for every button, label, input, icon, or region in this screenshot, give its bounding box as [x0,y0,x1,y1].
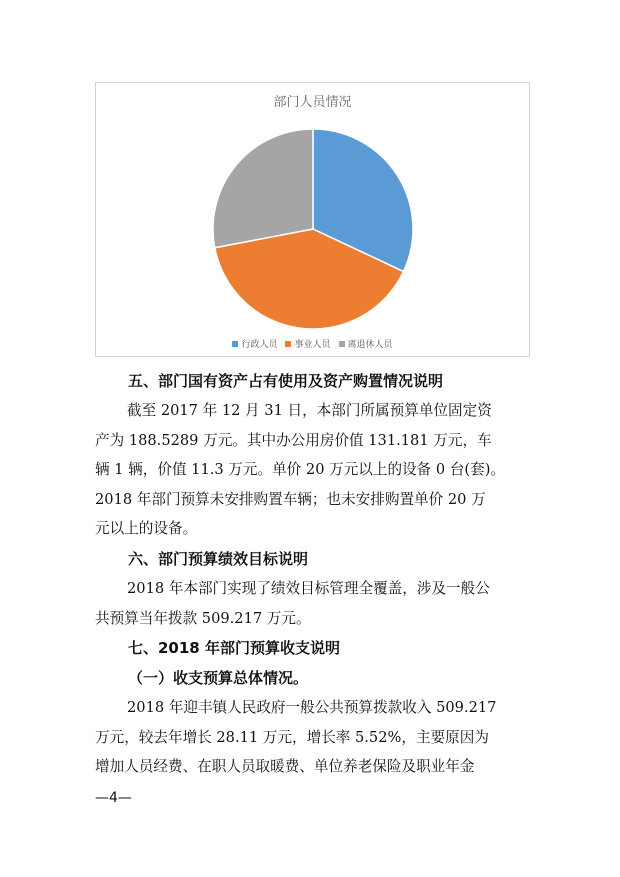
paragraph-line: 万元，较去年增长 28.11 万元，增长率 5.52%，主要原因为 [95,728,489,746]
pie-svg [96,83,531,358]
paragraph-line: 共预算当年拨款 509.217 万元。 [95,609,311,627]
legend-label: 离退休人员 [347,340,393,350]
paragraph-line: 元以上的设备。 [95,520,198,538]
legend-item [285,337,330,350]
section-heading: 六、部门预算绩效目标说明 [128,549,309,568]
page-number: —4— [95,790,132,806]
paragraph-line: 增加人员经费、在职人员取暖费、单位养老保险及职业年金 [95,758,475,776]
legend-item [339,337,393,350]
paragraph-line: 2018 年本部门实现了绩效目标管理全覆盖，涉及一般公 [127,579,490,597]
legend-label: 事业人员 [294,340,331,350]
legend-item [232,337,277,350]
legend-label: 行政人员 [241,340,278,350]
chart-legend [96,337,529,350]
legend-swatch [285,341,291,347]
paragraph-line: 截至 2017 年 12 月 31 日，本部门所属预算单位固定资 [127,402,492,419]
subsection-heading: （一）收支预算总体情况。 [128,669,309,688]
legend-swatch [232,341,238,347]
paragraph-line: 2018 年部门预算未安排购置车辆；也未安排购置单价 20 万 [95,490,486,508]
section-overview [95,663,535,782]
section-heading: 五、部门国有资产占有使用及资产购置情况说明 [128,372,444,390]
pie-chart [95,82,530,357]
legend-swatch [339,341,345,347]
paragraph-line: 产为 188.5289 万元。其中办公用房价值 131.181 万元，车 [95,431,492,449]
paragraph-line: 辆 1 辆，价值 11.3 万元。单价 20 万元以上的设备 0 台(套)。 [95,461,506,479]
section-heading: 七、2018 年部门预算收支说明 [128,639,340,658]
paragraph-line: 2018 年迎丰镇人民政府一般公共预算拨款收入 509.217 [127,699,497,717]
section-performance [95,544,535,633]
section-assets [95,366,535,544]
chart-title: 部门人员情况 [273,95,352,110]
pie-slice-3 [213,129,313,248]
document-body [95,366,535,782]
section-budget [95,633,535,663]
